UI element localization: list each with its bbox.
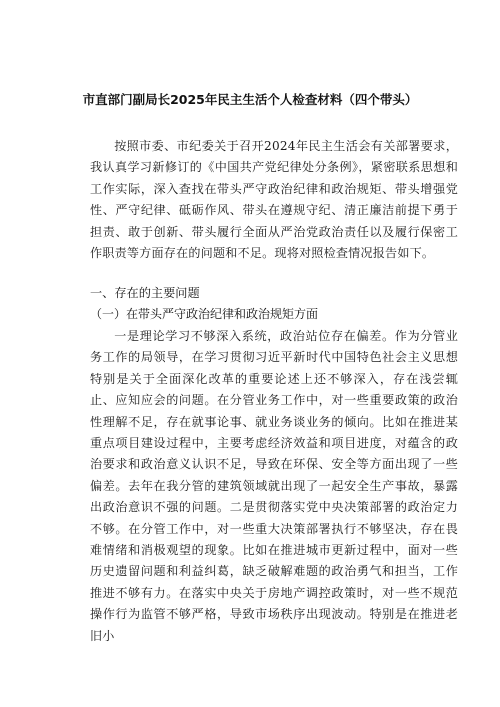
section-heading: 一、存在的主要问题	[90, 286, 200, 300]
document-title: 市直部门副局长2025年民主生活个人检查材料（四个带头）	[82, 92, 418, 107]
intro-paragraph: 按照市委、市纪委关于召开2024年民主生活会有关部署要求，我认真学习新修订的《中国共产党纪律处分条例》，紧密联系思想和工作实际，深入查找在带头严守政治纪律和政治规矩、带头增强党性、严守纪律、砥砺作风、带头在遵规守纪、清正廉洁前提下勇于担责、敢于创新、带头履行全面从严治党政治责任以及履行保密工作职责等方面存在的问题和不足。现将对照检查情况报告如下。	[90, 139, 458, 261]
subsection-heading: （一）在带头严守政治纪律和政治规矩方面	[90, 307, 319, 321]
main-body-block	[90, 326, 458, 647]
body-paragraph: 一是理论学习不够深入系统，政治站位存在偏差。作为分管业务工作的局领导，在学习贯彻习近平新时代中国特色社会主义思想特别是关于全面深化改革的重要论述上还不够深入，存在浅尝辄止、应知应会的问题。在分管业务工作中，对一些重要政策的政治性理解不足，存在就事论事、就业务谈业务的倾向。比如在推进某重点项目建设过程中，主要考虑经济效益和项目进度，对蕴含的政治要求和政治意义认识不足，导致在环保、安全等方面出现了一些偏差。去年在我分管的建筑领域就出现了一起安全生产事故，暴露出政治意识不强的问题。二是贯彻落实党中央决策部署的政治定力不够。在分管工作中，对一些重大决策部署执行不够坚决，存在畏难情绪和消极观望的现象。比如在推进城市更新过程中，面对一些历史遗留问题和利益纠葛，缺乏破解难题的政治勇气和担当，工作推进不够有力。在落实中央关于房地产调控政策时，对一些不规范操作行为监管不够严格，导致市场秩序出现波动。特别是在推进老旧小	[90, 329, 458, 643]
intro-block	[90, 136, 458, 264]
